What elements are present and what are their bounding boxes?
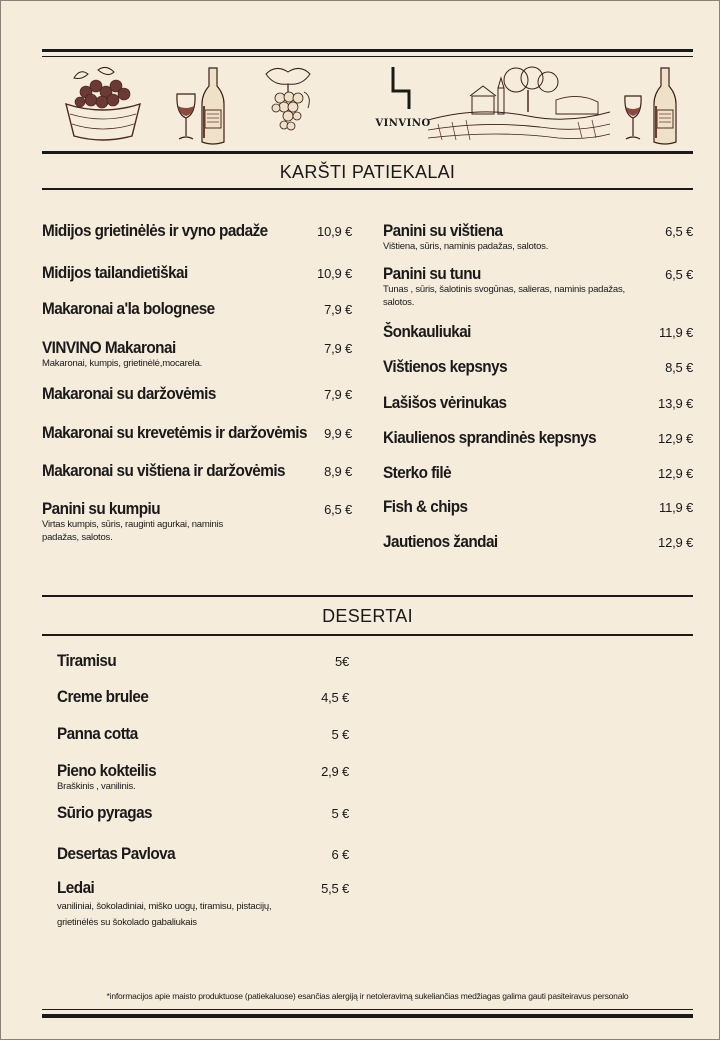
bottom-rule-thin: [42, 1009, 693, 1010]
item-description: Vištiena, sūris, naminis padažas, salotos.: [383, 241, 549, 252]
item-price: 5 €: [331, 727, 349, 742]
item-price: 13,9 €: [658, 396, 693, 411]
item-name: Makaronai su vištiena ir daržovėmis: [42, 461, 286, 480]
menu-item: [383, 497, 693, 517]
menu-item: [383, 532, 693, 552]
item-description: vaniliniai, šokoladiniai, miško uogų, tiramisu, pistacijų, grietinėlės su šokolado gabaliukais: [57, 901, 272, 928]
item-price: 5,5 €: [321, 881, 349, 896]
item-name: Pieno kokteilis: [57, 761, 157, 780]
item-price: 5 €: [331, 806, 349, 821]
item-name: Vištienos kepsnys: [383, 357, 508, 376]
item-price: 6,5 €: [665, 224, 693, 239]
item-price: 7,9 €: [324, 341, 352, 356]
grape-vine-icon: [256, 64, 318, 144]
menu-item: [57, 878, 349, 931]
menu-item: [57, 651, 349, 671]
item-name: Midijos tailandietiškai: [42, 263, 188, 282]
allergen-footnote: *informacijos apie maisto produktuose (patiekaluose) esančias alergiją ir netoleravimą sukeliančias medžiagas galima gauti pasiteiravus personalo: [106, 991, 629, 1001]
item-name: Ledai: [57, 878, 95, 897]
item-price: 10,9 €: [317, 266, 352, 281]
wine-glass-icon: [622, 94, 644, 142]
rule-above-desserts-title: [42, 595, 693, 597]
vineyard-village-illustration: [428, 66, 610, 146]
item-price: 4,5 €: [321, 690, 349, 705]
item-name: Panini su tunu: [383, 264, 481, 283]
item-description: Makaronai, kumpis, grietinėlė,mocarela.: [42, 358, 203, 369]
menu-item: [383, 463, 693, 483]
hot-dishes-title: KARŠTI PATIEKALAI: [279, 162, 456, 182]
rule-below-hot-title: [42, 188, 693, 190]
menu-item: [383, 221, 693, 253]
item-price: 9,9 €: [324, 426, 352, 441]
item-name: Lašišos vėrinukas: [383, 393, 507, 412]
menu-item: [42, 384, 352, 404]
menu-item: [383, 357, 693, 377]
item-description: Virtas kumpis, sūris, rauginti agurkai, naminis padažas, salotos.: [42, 519, 224, 543]
menu-item: [383, 322, 693, 342]
rule-below-desserts-title: [42, 634, 693, 636]
item-name: Midijos grietinėlės ir vyno padaže: [42, 221, 268, 240]
item-name: Jautienos žandai: [383, 532, 498, 551]
item-price: 2,9 €: [321, 764, 349, 779]
menu-item: [383, 393, 693, 413]
menu-item: [42, 461, 352, 481]
item-name: Šonkauliukai: [383, 322, 471, 341]
item-name: Panini su kumpiu: [42, 499, 161, 518]
menu-item: [42, 338, 352, 370]
item-price: 8,5 €: [665, 360, 693, 375]
item-price: 7,9 €: [324, 302, 352, 317]
item-price: 8,9 €: [324, 464, 352, 479]
menu-item: [57, 761, 349, 793]
item-price: 12,9 €: [658, 431, 693, 446]
menu-item: [42, 299, 352, 319]
menu-item: [57, 724, 349, 744]
item-price: 6,5 €: [665, 267, 693, 282]
item-name: Desertas Pavlova: [57, 844, 176, 863]
item-price: 5€: [334, 654, 349, 669]
item-name: Sūrio pyragas: [57, 803, 153, 822]
wine-bottle-icon: [652, 66, 678, 146]
menu-item: [42, 499, 352, 544]
item-name: Panini su vištiena: [383, 221, 503, 240]
header-banner: [42, 58, 693, 150]
item-name: VINVINO Makaronai: [42, 338, 176, 357]
item-name: Kiaulienos sprandinės kepsnys: [383, 428, 597, 447]
item-name: Creme brulee: [57, 687, 149, 706]
top-rule-thick: [42, 49, 693, 52]
menu-item: [42, 263, 352, 283]
rule-above-hot-title: [42, 151, 693, 154]
menu-item: [57, 844, 349, 864]
item-price: 6,5 €: [324, 502, 352, 517]
item-name: Tiramisu: [57, 651, 117, 670]
item-price: 7,9 €: [324, 387, 352, 402]
item-name: Makaronai a'la bolognese: [42, 299, 215, 318]
item-price: 11,9 €: [659, 500, 693, 515]
grapes-basket-illustration: [58, 64, 148, 144]
item-name: Fish & chips: [383, 497, 468, 516]
menu-item: [383, 428, 693, 448]
wine-glass-icon: [174, 92, 198, 142]
item-name: Makaronai su krevetėmis ir daržovėmis: [42, 423, 307, 442]
brand-logo: [369, 65, 437, 129]
menu-item: [42, 221, 352, 241]
menu-item: [383, 264, 693, 309]
item-name: Makaronai su daržovėmis: [42, 384, 216, 403]
menu-item: [57, 687, 349, 707]
item-description: Braškinis , vanilinis.: [57, 781, 136, 792]
item-price: 11,9 €: [659, 325, 693, 340]
vinvino-logo-icon: [388, 65, 418, 111]
item-name: Sterko filė: [383, 463, 452, 482]
desserts-title: DESERTAI: [322, 606, 413, 626]
item-price: 12,9 €: [658, 466, 693, 481]
item-price: 6 €: [331, 847, 349, 862]
menu-item: [42, 423, 352, 443]
wine-bottle-icon: [200, 66, 226, 146]
brand-name: VINVINO: [375, 118, 431, 129]
item-price: 10,9 €: [317, 224, 352, 239]
item-name: Panna cotta: [57, 724, 138, 743]
menu-item: [57, 803, 349, 823]
top-rule-thin: [42, 56, 693, 57]
item-price: 12,9 €: [658, 535, 693, 550]
item-description: Tunas , sūris, šalotinis svogūnas, salieras, naminis padažas, salotos.: [383, 284, 625, 308]
bottom-rule-thick: [42, 1014, 693, 1018]
